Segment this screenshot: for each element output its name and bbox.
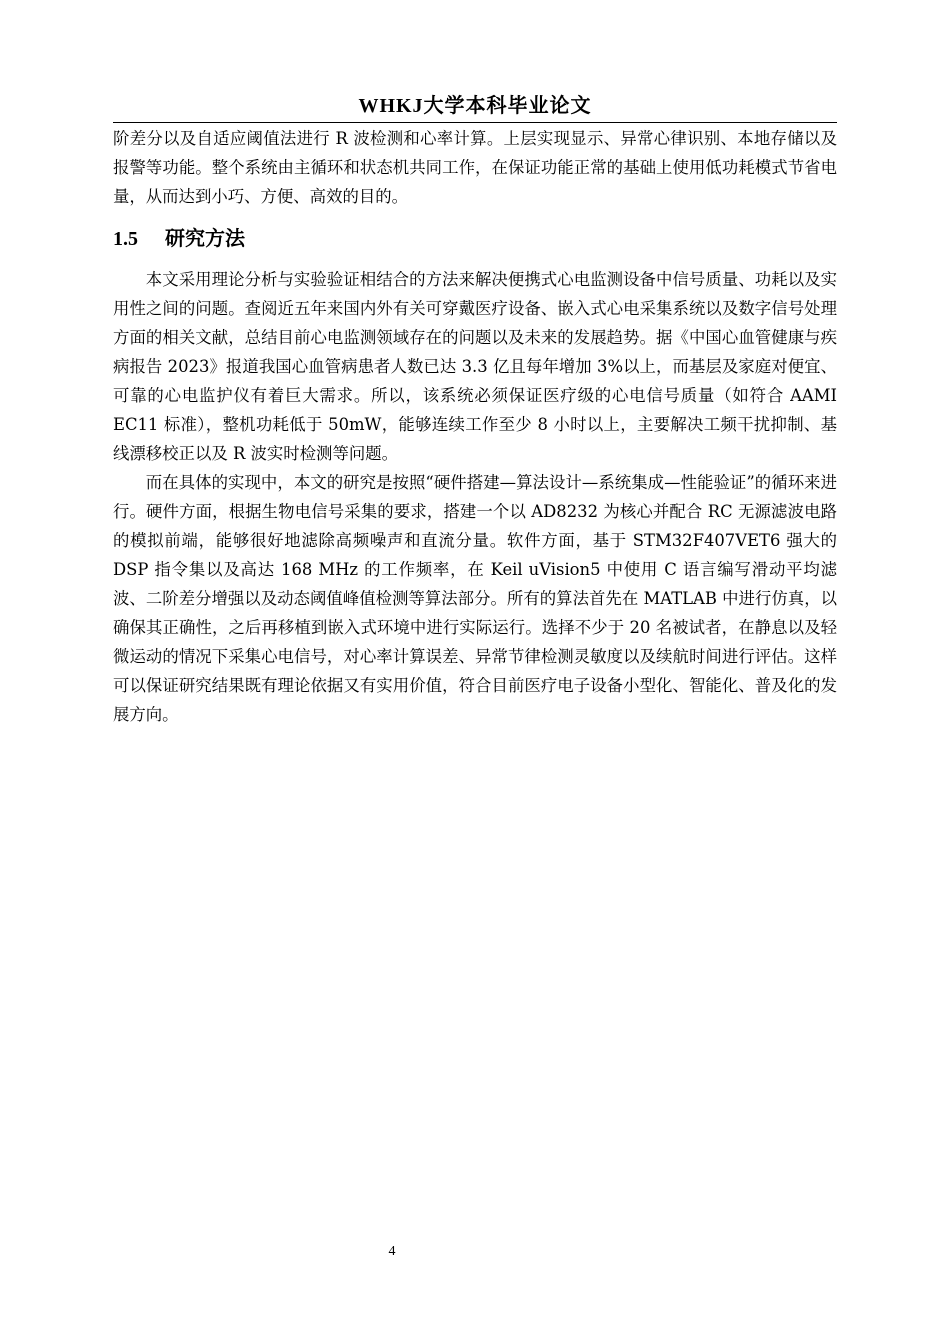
page-body xyxy=(113,124,837,729)
section-number: 1.5 xyxy=(113,228,138,250)
body-paragraph-2: 而在具体的实现中，本文的研究是按照“硬件搭建—算法设计—系统集成—性能验证”的循环来进行。硬件方面，根据生物电信号采集的要求，搭建一个以 AD8232 为核心并配合 RC 无源滤波电路的模拟前端，能够很好地滤除高频噪声和直流分量。软件方面，基于 STM32F407VET6 强大的 DSP 指令集以及高达 168 MHz 的工作频率，在 Keil uVision5 中使用 C 语言编写滑动平均滤波、二阶差分增强以及动态阈值峰值检测等算法部分。所有的算法首先在 MATLAB 中进行仿真，以确保其正确性，之后再移植到嵌入式环境中进行实际运行。选择不少于 20 名被试者，在静息以及轻微运动的情况下采集心电信号，对心率计算误差、异常节律检测灵敏度以及续航时间进行评估。这样可以保证研究结果既有理论依据又有实用价值，符合目前医疗电子设备小型化、智能化、普及化的发展方向。 xyxy=(113,473,837,724)
continuation-paragraph: 阶差分以及自适应阈值法进行 R 波检测和心率计算。上层实现显示、异常心律识别、本地存储以及报警等功能。整个系统由主循环和状态机共同工作，在保证功能正常的基础上使用低功耗模式节省电量，从而达到小巧、方便、高效的目的。 xyxy=(113,129,837,206)
body-paragraph-1: 本文采用理论分析与实验验证相结合的方法来解决便携式心电监测设备中信号质量、功耗以及实用性之间的问题。查阅近五年来国内外有关可穿戴医疗设备、嵌入式心电采集系统以及数字信号处理方面的相关文献，总结目前心电监测领域存在的问题以及未来的发展趋势。据《中国心血管健康与疾病报告 2023》报道我国心血管病患者人数已达 3.3 亿且每年增加 3%以上，而基层及家庭对便宜、可靠的心电监护仪有着巨大需求。所以，该系统必须保证医疗级的心电信号质量（如符合 AAMI EC11 标准），整机功耗低于 50mW，能够连续工作至少 8 小时以上，主要解决工频干扰抑制、基线漂移校正以及 R 波实时检测等问题。 xyxy=(113,270,837,463)
section-heading xyxy=(113,221,837,255)
page-number: 4 xyxy=(388,1244,396,1259)
section-title: 研究方法 xyxy=(165,226,245,250)
header-divider xyxy=(113,122,837,123)
running-header: WHKJ大学本科毕业论文 xyxy=(358,95,592,117)
